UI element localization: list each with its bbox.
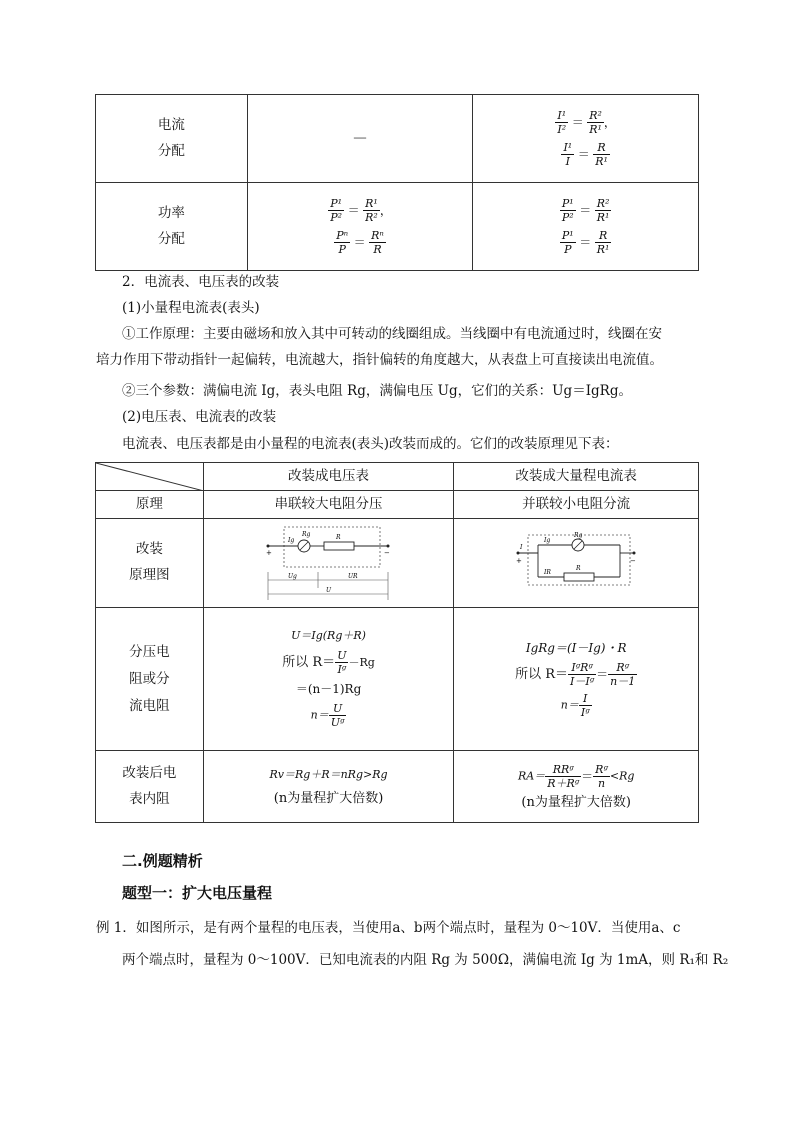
ig-label: Ig xyxy=(287,537,294,544)
label-line: 改装 xyxy=(135,541,163,558)
label-line: 阻或分 xyxy=(129,670,170,687)
resistance-label xyxy=(96,751,204,823)
eq-prefix: n＝ xyxy=(310,708,329,722)
label-line: 改装后电 xyxy=(122,764,177,781)
eq-prefix: 所以 R＝ xyxy=(282,655,336,671)
power-ratio-eq: $\frac{\text{P¹}}{\text{P²}}$ ＝ $\frac{\text{R²}}{\text{R¹}}$ xyxy=(561,197,610,225)
rg-label: Rg xyxy=(574,532,583,539)
eq-prefix: RA＝ xyxy=(517,769,546,783)
principle-ammeter: 并联较小电阻分流 xyxy=(454,491,699,519)
subsection-1-title: (1)小量程电流表(表头) xyxy=(122,300,260,316)
current-ratio-eq: $\frac{\text{I¹}}{\text{I²}}$ ＝ $\frac{\text{R²}}{\text{R¹}}$ ， xyxy=(557,109,616,137)
voltmeter-diagram-cell xyxy=(203,519,454,608)
calc-label xyxy=(96,608,204,751)
label-line: 功率 xyxy=(157,204,185,221)
voltmeter-resistance-cell xyxy=(203,751,454,823)
label-line: 分压电 xyxy=(129,643,170,660)
subsection-2-title: (2)电压表、电流表的改装 xyxy=(122,409,277,425)
principle-voltmeter: 串联较大电阻分压 xyxy=(203,491,454,519)
ur-label: UR xyxy=(347,573,358,580)
ra-note: (n为量程扩大倍数) xyxy=(521,794,631,810)
r-label: R xyxy=(335,534,341,541)
diagram-label xyxy=(96,519,204,608)
example-1-line-2: 两个端点时，量程为 0～100V．已知电流表的内阻 Rg 为 500Ω，满偏电流 Ig 为 1mA，则 R₁和 R₂ xyxy=(122,952,729,968)
series-circuit-diagram xyxy=(264,524,394,602)
r-formula: 所以 R＝ $\frac{\text{IᵍRᵍ}}{\text{I－Iᵍ}}$ ＝ $\frac{\text{Rᵍ}}{n-1}$ xyxy=(515,660,636,688)
voltmeter-calc-cell xyxy=(203,608,454,751)
diagonal-header-cell xyxy=(96,463,204,491)
paragraph-parameters: ②三个参数：满偏电流 Ig，表头电阻 Rg，满偏电压 Ug，它们的关系：Ug＝IgRg。 xyxy=(122,383,632,399)
power-total-eq: $\frac{\text{Pⁿ}}{P}$ ＝ $\frac{\text{Rⁿ}}{R}$ xyxy=(336,228,384,256)
u-label: U xyxy=(325,587,331,594)
header-ammeter: 改装成大量程电流表 xyxy=(454,463,699,491)
eq-suffix: －Rg xyxy=(348,656,375,670)
ammeter-diagram-cell xyxy=(454,519,699,608)
label-line: 表内阻 xyxy=(129,790,170,807)
eq-prefix: n＝ xyxy=(560,698,579,712)
plus-sign: + xyxy=(265,549,272,557)
section-3-title: 二.例题精析 xyxy=(122,852,203,870)
series-power-cell xyxy=(247,183,473,271)
eq-prefix: 所以 R＝ xyxy=(515,666,569,682)
ra-formula: RA＝ $\frac{\text{RRᵍ}}{\text{R＋Rᵍ}}$ ＝ $\frac{\text{Rᵍ}}{n}$ <Rg xyxy=(517,763,635,791)
r-label: R xyxy=(576,565,581,572)
diagonal-line xyxy=(96,463,204,491)
voltage-eq: U＝Ig(Rg＋R) xyxy=(291,629,366,643)
n-formula: n＝ $\frac{I}{\text{Iᵍ}}$ xyxy=(560,692,590,720)
label-line: 电流 xyxy=(157,116,185,133)
section-2-title: 2．电流表、电压表的改装 xyxy=(122,274,280,290)
ammeter-calc-cell xyxy=(454,608,699,751)
header-voltmeter: 改装成电压表 xyxy=(203,463,454,491)
label-line: 分配 xyxy=(157,142,185,159)
parallel-circuit-diagram xyxy=(516,531,636,595)
power-ratio-eq: $\frac{\text{P¹}}{\text{P²}}$ ＝ $\frac{\text{R¹}}{\text{R²}}$ ， xyxy=(330,197,392,225)
label-line: 原理图 xyxy=(129,567,170,583)
rv-note: (n为量程扩大倍数) xyxy=(273,790,384,806)
current-eq: IgRg＝(I－Ig)・R xyxy=(525,640,627,655)
rg-label: Rg xyxy=(301,531,310,538)
type-1-title: 题型一：扩大电压量程 xyxy=(122,884,273,902)
minus-sign: − xyxy=(383,549,390,557)
r-result: ＝(n－1)Rg xyxy=(295,682,362,697)
ig-label: Ig xyxy=(544,537,551,544)
ir-label: IR xyxy=(544,569,552,576)
dash: — xyxy=(353,129,367,146)
row-current-label xyxy=(96,95,248,183)
paragraph-principle: ①工作原理：主要由磁场和放入其中可转动的线圈组成。当线圈中有电流通过时，线圈在安培力作用下带动指针一起偏转，电流越大，指针偏转的角度越大，从表盘上可直接读出电流值。 xyxy=(96,326,663,368)
example-1-line-1: 例 1．如图所示，是有两个量程的电压表，当使用a、b两个端点时，量程为 0～10V．当使用a、c xyxy=(96,920,681,936)
distribution-table xyxy=(95,94,699,271)
ug-label: Ug xyxy=(287,573,297,580)
r-formula: 所以 R＝ $\frac{U}{\text{Iᵍ}}$ －Rg xyxy=(282,648,375,677)
parallel-power-cell xyxy=(473,183,699,271)
ammeter-resistance-cell xyxy=(454,751,699,823)
plus-sign: + xyxy=(516,557,523,565)
series-current-cell xyxy=(247,95,473,183)
principle-label: 原理 xyxy=(96,491,204,519)
minus-sign: − xyxy=(630,557,637,565)
parallel-current-cell xyxy=(473,95,699,183)
power-total-eq: $\frac{\text{P¹}}{P}$ ＝ $\frac{R}{\text{R¹}}$ xyxy=(561,228,610,256)
row-power-label xyxy=(96,183,248,271)
current-total-eq: $\frac{\text{I¹}}{I}$ ＝ $\frac{R}{\text{R¹}}$ xyxy=(563,140,608,168)
rv-formula: Rv＝Rg＋R＝nRg>Rg xyxy=(269,768,388,782)
label-line: 流电阻 xyxy=(129,697,170,714)
i-label: I xyxy=(520,544,523,551)
n-formula: n＝ $\frac{U}{\text{Uᵍ}}$ xyxy=(310,702,345,730)
label-line: 分配 xyxy=(157,230,185,247)
paragraph-intro: 电流表、电压表都是由小量程的电流表(表头)改装而成的。它们的改装原理见下表： xyxy=(122,436,619,452)
eq-suffix: <Rg xyxy=(609,769,635,783)
conversion-table xyxy=(95,462,699,823)
